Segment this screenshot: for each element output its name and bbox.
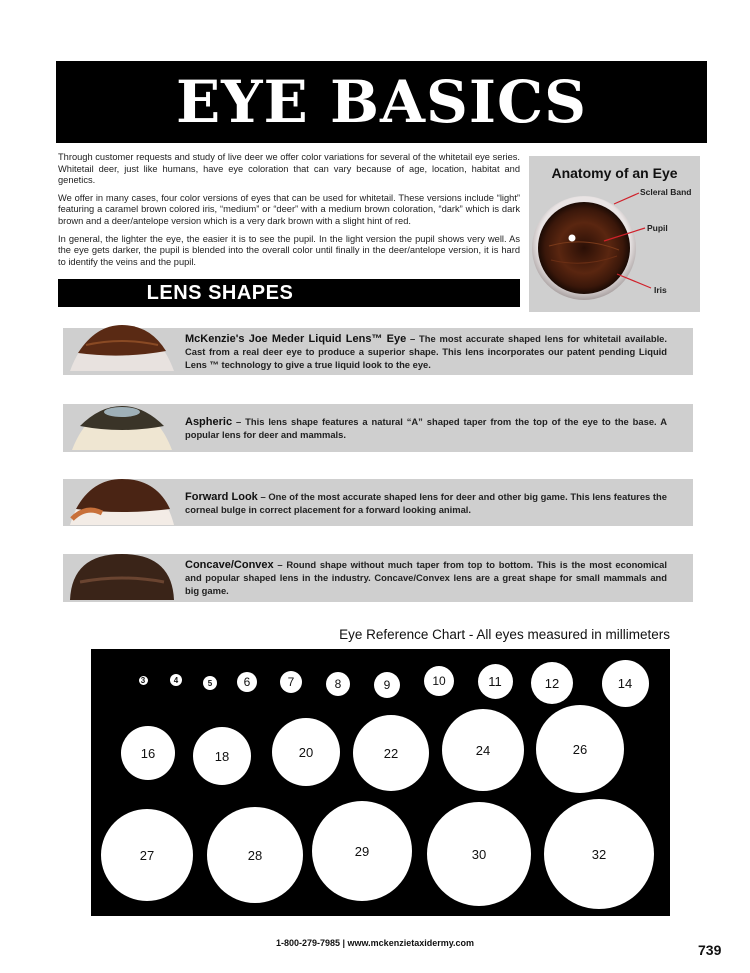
intro-paragraph-1: Through customer requests and study of live deer we offer color variations for several of the whitetail eye series. Whitetail deer, just like humans, have eye coloration that can vary because of age, location, habitat and genetics.: [58, 152, 520, 186]
lens-shapes-banner: [58, 279, 520, 307]
eye-size-circle-29mm: [312, 801, 412, 901]
eye-size-label: 27: [139, 847, 155, 863]
eye-size-circle-12mm: [531, 662, 573, 704]
eye-size-circle-3mm: [139, 676, 148, 685]
lens-shapes-title: LENS SHAPES: [146, 282, 294, 304]
iris-label: Iris: [654, 285, 667, 295]
eye-size-label: 3: [140, 675, 146, 685]
lens-description-3: Forward Look – One of the most accurate shaped lens for deer and other big game. This lens features the corneal bulge in correct placement for a forward looking animal.: [185, 491, 667, 515]
eye-size-label: 8: [334, 677, 342, 691]
lens-description-4: Concave/Convex – Round shape without much taper from top to bottom. This is the most economical and popular shaped lens in the industry. Concave/Convex lens are a great shape for small mammals and big game.: [185, 559, 667, 596]
eye-size-circle-24mm: [442, 709, 524, 791]
eye-size-circle-14mm: [602, 660, 649, 707]
iris-shape: [538, 202, 630, 294]
intro-text: [58, 152, 520, 274]
eye-size-circle-9mm: [374, 672, 400, 698]
lens-name-1: McKenzie's Joe Meder Liquid Lens™ Eye: [185, 333, 407, 345]
eye-size-circle-5mm: [203, 676, 217, 690]
eye-size-label: 5: [207, 678, 213, 688]
eye-size-circle-8mm: [326, 672, 350, 696]
eye-size-circle-10mm: [424, 666, 454, 696]
aspheric-eye-image: [66, 400, 178, 452]
eye-size-label: 6: [243, 675, 251, 689]
pupil-highlight: [569, 235, 576, 242]
page-title: EYE BASICS: [175, 68, 588, 136]
eye-size-label: 26: [572, 741, 588, 757]
reference-chart: [91, 649, 670, 916]
reference-chart-title: Eye Reference Chart - All eyes measured in millimeters: [339, 627, 670, 642]
footer-contact: 1-800-279-7985 | www.mckenzietaxidermy.com: [275, 938, 475, 948]
eye-size-circle-4mm: [170, 674, 182, 686]
eye-size-circle-32mm: [544, 799, 654, 909]
eye-size-label: 4: [173, 675, 179, 685]
title-banner: [56, 61, 707, 143]
eye-size-circle-26mm: [536, 705, 624, 793]
intro-paragraph-2: We offer in many cases, four color versions of eyes that can be used for whitetail. These versions include “light” featuring a caramel brown colored iris, “medium” or “deer” with a medium brown coloration, “dark” which is dark brown and a deer/antelope version which is a very dark brown with a slight hint of red.: [58, 192, 520, 226]
lens-row-liquid-lens: [63, 328, 693, 375]
eye-size-label: 10: [432, 674, 446, 688]
eye-size-circle-28mm: [207, 807, 303, 903]
eye-size-label: 16: [140, 745, 156, 761]
eye-size-label: 28: [247, 847, 263, 863]
eye-size-circle-20mm: [272, 718, 340, 786]
eye-size-label: 20: [298, 744, 314, 760]
eye-size-circle-27mm: [101, 809, 193, 901]
scleral-band-label: Scleral Band: [640, 187, 692, 197]
page-number: 739: [698, 942, 722, 958]
eye-size-circle-30mm: [427, 802, 531, 906]
lens-description-2: Aspheric – This lens shape features a natural “A” shaped taper from the top of the eye to the base. A popular lens for deer and mammals.: [185, 416, 667, 440]
liquid-lens-eye-image: [66, 323, 178, 373]
anatomy-title: Anatomy of an Eye: [551, 165, 678, 181]
lens-row-aspheric: [63, 404, 693, 452]
eye-size-circle-16mm: [121, 726, 175, 780]
lens-row-concave-convex: [63, 554, 693, 602]
eye-size-label: 7: [287, 675, 295, 689]
pupil-label: Pupil: [647, 223, 668, 233]
forward-look-eye-image: [66, 475, 178, 526]
eye-size-label: 18: [214, 748, 230, 764]
lens-description-1: McKenzie's Joe Meder Liquid Lens™ Eye – The most accurate shaped lens for whitetail available. Cast from a real deer eye to produce a superior shape. This lens incorporates our patent pending Liquid Lens ™ technology to give a true liquid look to the eye.: [185, 333, 667, 370]
lens-name-2: Aspheric: [185, 416, 233, 428]
eye-size-label: 30: [471, 846, 487, 862]
eye-size-circle-18mm: [193, 727, 251, 785]
lens-row-forward-look: [63, 479, 693, 526]
eye-size-label: 29: [354, 843, 370, 859]
eye-size-circle-6mm: [237, 672, 257, 692]
scleral-band-pointer: [614, 193, 639, 204]
lens-name-3: Forward Look: [185, 491, 258, 503]
eye-size-circle-11mm: [478, 664, 513, 699]
eye-size-label: 32: [591, 846, 607, 862]
eye-size-label: 12: [544, 675, 560, 691]
eye-size-circle-22mm: [353, 715, 429, 791]
intro-paragraph-3: In general, the lighter the eye, the easier it is to see the pupil. In the light version the pupil shows very well. As the eye gets darker, the pupil is blended into the overall color until finally in the deer/antelope version, it is hard to identify the veins and the pupil.: [58, 233, 520, 267]
eye-size-label: 24: [475, 742, 491, 758]
eye-size-circle-7mm: [280, 671, 302, 693]
eye-size-label: 14: [617, 675, 633, 691]
eye-size-label: 11: [488, 673, 502, 689]
lens-name-4: Concave/Convex: [185, 559, 274, 571]
eye-size-label: 9: [383, 678, 391, 692]
eye-diagram: [529, 156, 700, 312]
concave-convex-eye-image: [66, 552, 178, 602]
eye-size-label: 22: [383, 745, 399, 761]
anatomy-panel: [529, 156, 700, 312]
